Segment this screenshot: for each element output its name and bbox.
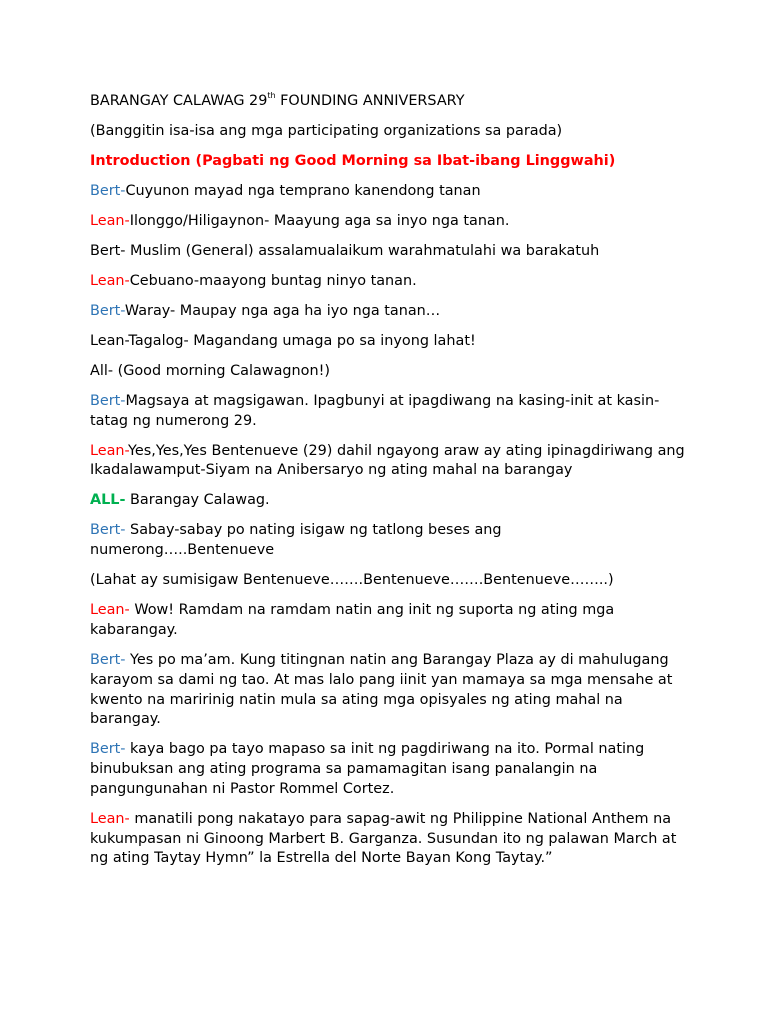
dialogue-line [90, 740, 690, 799]
speaker-all: ALL- [90, 492, 126, 509]
speaker-lean: Lean- [90, 810, 130, 827]
document-title [90, 92, 690, 112]
dialogue-line: (Lahat ay sumisigaw Bentenueve…….Bentenueve…….Bentenueve……..) [90, 572, 614, 589]
line-text: Cuyunon mayad nga temprano kanendong tanan [125, 182, 481, 199]
dialogue-line [90, 810, 690, 869]
dialogue-line [90, 651, 690, 730]
speaker-bert: Bert- [90, 392, 126, 409]
speaker-bert: Bert- [90, 651, 126, 668]
dialogue-line [90, 182, 690, 202]
dialogue-line [90, 272, 690, 292]
speaker-lean: Lean- [90, 272, 130, 289]
speaker-bert: Bert- [90, 302, 125, 319]
line-text: Yes po ma’am. Kung titingnan natin ang Barangay Plaza ay di mahulugang karayom sa dami ng tao. At mas lalo pang iinit yan mamaya sa mga mensahe at kwento na maririnig natin mula sa ating mga opisyales ng ating mahal na barangay. [90, 651, 673, 728]
dialogue-line [90, 521, 690, 561]
line-text: Yes,Yes,Yes Bentenueve (29) dahil ngayong araw ay ating ipinagdiriwang ang Ikadalawamput-Siyam na Anibersaryo ng ating mahal na barangay [90, 442, 685, 479]
speaker-bert: Bert- [90, 741, 126, 758]
dialogue-line [90, 212, 690, 232]
dialogue-line [90, 442, 690, 482]
introduction-heading: Introduction (Pagbati ng Good Morning sa Ibat-ibang Linggwahi) [90, 152, 616, 169]
speaker-bert: Bert- [90, 182, 126, 199]
title-superscript: th [267, 91, 276, 100]
title-rest: FOUNDING ANNIVERSARY [275, 93, 465, 109]
line-text: Ilonggo/Hiligaynon- Maayung aga sa inyo nga tanan. [129, 212, 510, 229]
line-text: Waray- Maupay nga aga ha iyo nga tanan… [124, 302, 441, 319]
title-main: BARANGAY CALAWAG 29 [90, 93, 268, 109]
dialogue-line [90, 491, 690, 511]
dialogue-line [90, 392, 690, 432]
instruction-note: (Banggitin isa-isa ang mga participating organizations sa parada) [90, 122, 563, 139]
line-text: Magsaya at magsigawan. Ipagbunyi at ipagdiwang na kasing-init at kasin-tatag ng numerong 29. [90, 392, 660, 429]
script-body [90, 92, 690, 879]
line-text: Wow! Ramdam na ramdam natin ang init ng suporta ng ating mga kabarangay. [90, 602, 615, 638]
dialogue-line: Lean-Tagalog- Magandang umaga po sa inyong lahat! [90, 332, 476, 349]
line-text: Cebuano-maayong buntag ninyo tanan. [129, 272, 417, 289]
line-text: Sabay-sabay po nating isigaw ng tatlong beses ang numerong…..Bentenueve [90, 522, 502, 559]
line-text: Barangay Calawag. [125, 492, 270, 509]
speaker-lean: Lean- [90, 212, 130, 229]
dialogue-line: Bert- Muslim (General) assalamualaikum warahmatulahi wa barakatuh [90, 242, 600, 259]
line-text: manatili pong nakatayo para sapag-awit ng Philippine National Anthem na kukumpasan ni Ginoong Marbert B. Garganza. Susundan ito ng palawan March at ng ating Taytay Hymn” la Estrella del Norte Bayan Kong Taytay.” [90, 810, 677, 867]
speaker-lean: Lean- [90, 442, 129, 459]
line-text: kaya bago pa tayo mapaso sa init ng pagdiriwang na ito. Pormal nating binubuksan ang ating programa sa pamamagitan isang panalangin na pangungunahan ni Pastor Rommel Cortez. [90, 741, 645, 797]
dialogue-line [90, 302, 690, 322]
dialogue-line [90, 601, 690, 641]
dialogue-line: All- (Good morning Calawagnon!) [90, 362, 330, 379]
speaker-lean: Lean- [90, 602, 130, 619]
speaker-bert: Bert- [90, 522, 126, 539]
